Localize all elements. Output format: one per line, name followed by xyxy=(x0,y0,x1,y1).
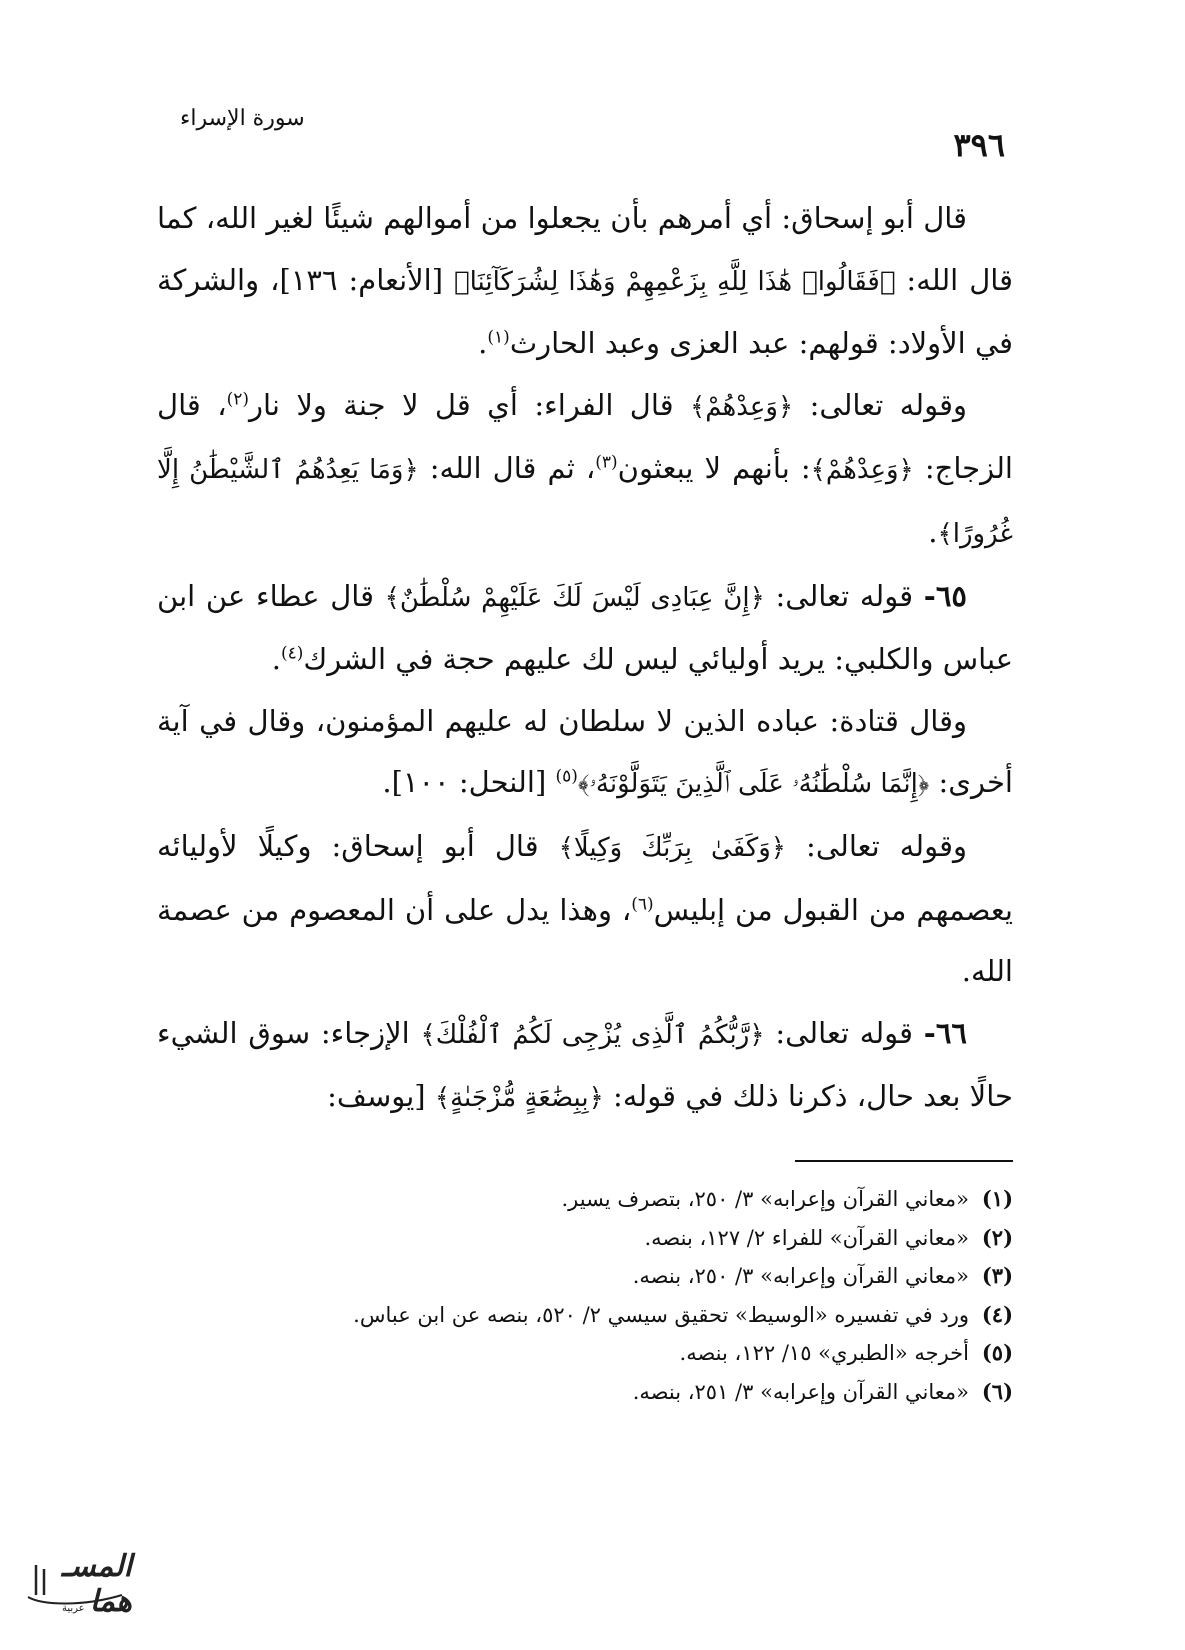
page-number: ٣٩٦ xyxy=(953,126,1005,164)
logo-subtext: عربية xyxy=(62,1603,85,1614)
page-header xyxy=(180,100,1005,164)
text: الإزجاء: سوق الشيء حالًا بعد حال، ذكرنا ذلك في قوله: xyxy=(157,1015,1013,1114)
footnote-text: «معاني القرآن وإعرابه» ٣/ ٢٥٠، بتصرف يسير. xyxy=(561,1187,969,1211)
footnote-marker[interactable]: (٥) xyxy=(555,766,578,787)
paragraph-4 xyxy=(157,691,1013,816)
footnote-number: (٦) xyxy=(981,1378,1013,1404)
footnote-marker[interactable]: (٦) xyxy=(631,893,654,914)
quran-verse: ﴿فَقَالُوا۟ هَٰذَا لِلَّهِ بِزَعْمِهِمْ وَهَٰذَا لِشُرَكَآئِنَا﴾ xyxy=(454,266,896,297)
footnote-text: ورد في تفسيره «الوسيط» تحقيق سيسي ٢/ ٥٢٠، بنصه عن ابن عباس. xyxy=(353,1302,969,1327)
verse-reference: [النحل: ١٠٠] xyxy=(391,765,556,800)
paragraph-1 xyxy=(157,188,1013,375)
main-text xyxy=(157,188,1013,1130)
text: : بأنهم لا يبعثون xyxy=(617,451,811,486)
text: قال عطاء عن ابن عباس والكلبي: يريد أوليائي ليس لك عليهم حجة في الشرك xyxy=(157,578,1013,677)
footnote-marker[interactable]: (٣) xyxy=(595,452,618,473)
footnote-item xyxy=(157,1257,1013,1296)
text: . xyxy=(271,642,281,677)
paragraph-6 xyxy=(157,1003,1013,1130)
quran-verse: ﴿إِنَّمَا سُلْطَٰنُهُۥ عَلَى ٱلَّذِينَ يَتَوَلَّوْنَهُۥ﴾ xyxy=(577,769,930,800)
text: قال أبو إسحاق: أي أمرهم بأن يجعلوا من أموالهم شيئًا لغير الله، كما قال الله: xyxy=(157,201,1013,297)
footnote-number: (٤) xyxy=(981,1301,1013,1327)
quran-verse: ﴿وَعِدْهُمْ﴾ xyxy=(690,391,794,422)
quran-verse: ﴿إِنَّ عِبَادِى لَيْسَ لَكَ عَلَيْهِمْ سُلْطَٰنٌ﴾ xyxy=(384,582,765,613)
verse-number: ٦٥- xyxy=(923,578,967,613)
text: [يوسف: xyxy=(327,1079,435,1114)
footnote-item xyxy=(157,1373,1013,1412)
footnote-number: (١) xyxy=(981,1186,1013,1211)
text: قوله تعالى: xyxy=(764,1015,924,1050)
text: قال أبو إسحاق: وكيلًا لأوليائه يعصمهم من القبول من إبليس xyxy=(157,828,1013,927)
text: وقوله تعالى: xyxy=(793,387,967,422)
text: ، وهذا يدل على أن المعصوم من عصمة الله. xyxy=(157,892,1013,989)
text: ، قال الزجاج: xyxy=(157,387,1013,486)
text: وقال قتادة: عباده الذين لا سلطان له عليهم المؤمنون، وقال في آية أخرى: xyxy=(157,703,1013,800)
footnote-text: «معاني القرآن وإعرابه» ٣/ ٢٥١، بنصه. xyxy=(632,1379,969,1404)
footnote-number: (٣) xyxy=(981,1263,1013,1288)
footnotes-list xyxy=(157,1180,1013,1411)
verse-reference: [الأنعام: ١٣٦] xyxy=(279,262,455,297)
footnote-text: أخرجه «الطبري» ١٥/ ١٢٢، بنصه. xyxy=(679,1341,969,1365)
logo-text: المسـ هما xyxy=(61,1549,132,1619)
text: . xyxy=(478,326,488,361)
text: وقوله تعالى: xyxy=(786,828,967,863)
paragraph-2 xyxy=(157,375,1013,566)
footnote-number: (٢) xyxy=(981,1224,1013,1250)
footnote-marker[interactable]: (١) xyxy=(487,327,510,348)
running-title: سورة الإسراء xyxy=(180,106,305,131)
quran-verse: ﴿بِبِضَٰعَةٍ مُّزْجَىٰةٍ﴾ xyxy=(434,1083,604,1114)
publisher-logo xyxy=(22,1545,132,1625)
footnote-marker[interactable]: (٤) xyxy=(280,643,304,664)
footnote-text: «معاني القرآن» للفراء ٢/ ١٢٧، بنصه. xyxy=(644,1225,969,1250)
footnote-item xyxy=(157,1180,1013,1219)
quran-verse: ﴿رَّبُّكُمُ ٱلَّذِى يُزْجِى لَكُمُ ٱلْفُلْكَ﴾ xyxy=(420,1019,765,1050)
quran-verse: ﴿وَمَا يَعِدُهُمُ ٱلشَّيْطَٰنُ إِلَّا غُرُورًا﴾ xyxy=(157,455,1013,549)
quran-verse: ﴿وَعِدْهُمْ﴾ xyxy=(810,455,914,486)
text: ، والشركة في الأولاد: قولهم: عبد العزى وعبد الحارث xyxy=(157,262,1013,361)
footnote-separator xyxy=(795,1160,1013,1162)
footnote-text: «معاني القرآن وإعرابه» ٣/ ٢٥٠، بنصه. xyxy=(632,1264,969,1288)
footnote-number: (٥) xyxy=(981,1340,1013,1365)
text: . xyxy=(928,514,938,549)
paragraph-3 xyxy=(157,566,1013,691)
footnote-item xyxy=(157,1334,1013,1373)
verse-number: ٦٦- xyxy=(923,1015,967,1050)
text: قال الفراء: أي قل لا جنة ولا نار xyxy=(248,387,691,422)
quran-verse: ﴿وَكَفَىٰ بِرَبِّكَ وَكِيلًا﴾ xyxy=(558,832,787,863)
text: قوله تعالى: xyxy=(764,578,924,613)
footnote-item xyxy=(157,1219,1013,1258)
footnote-marker[interactable]: (٢) xyxy=(226,389,249,410)
text: ، ثم قال الله: xyxy=(418,451,596,486)
paragraph-5 xyxy=(157,816,1013,1003)
footnote-item xyxy=(157,1296,1013,1335)
text: . xyxy=(382,765,392,800)
